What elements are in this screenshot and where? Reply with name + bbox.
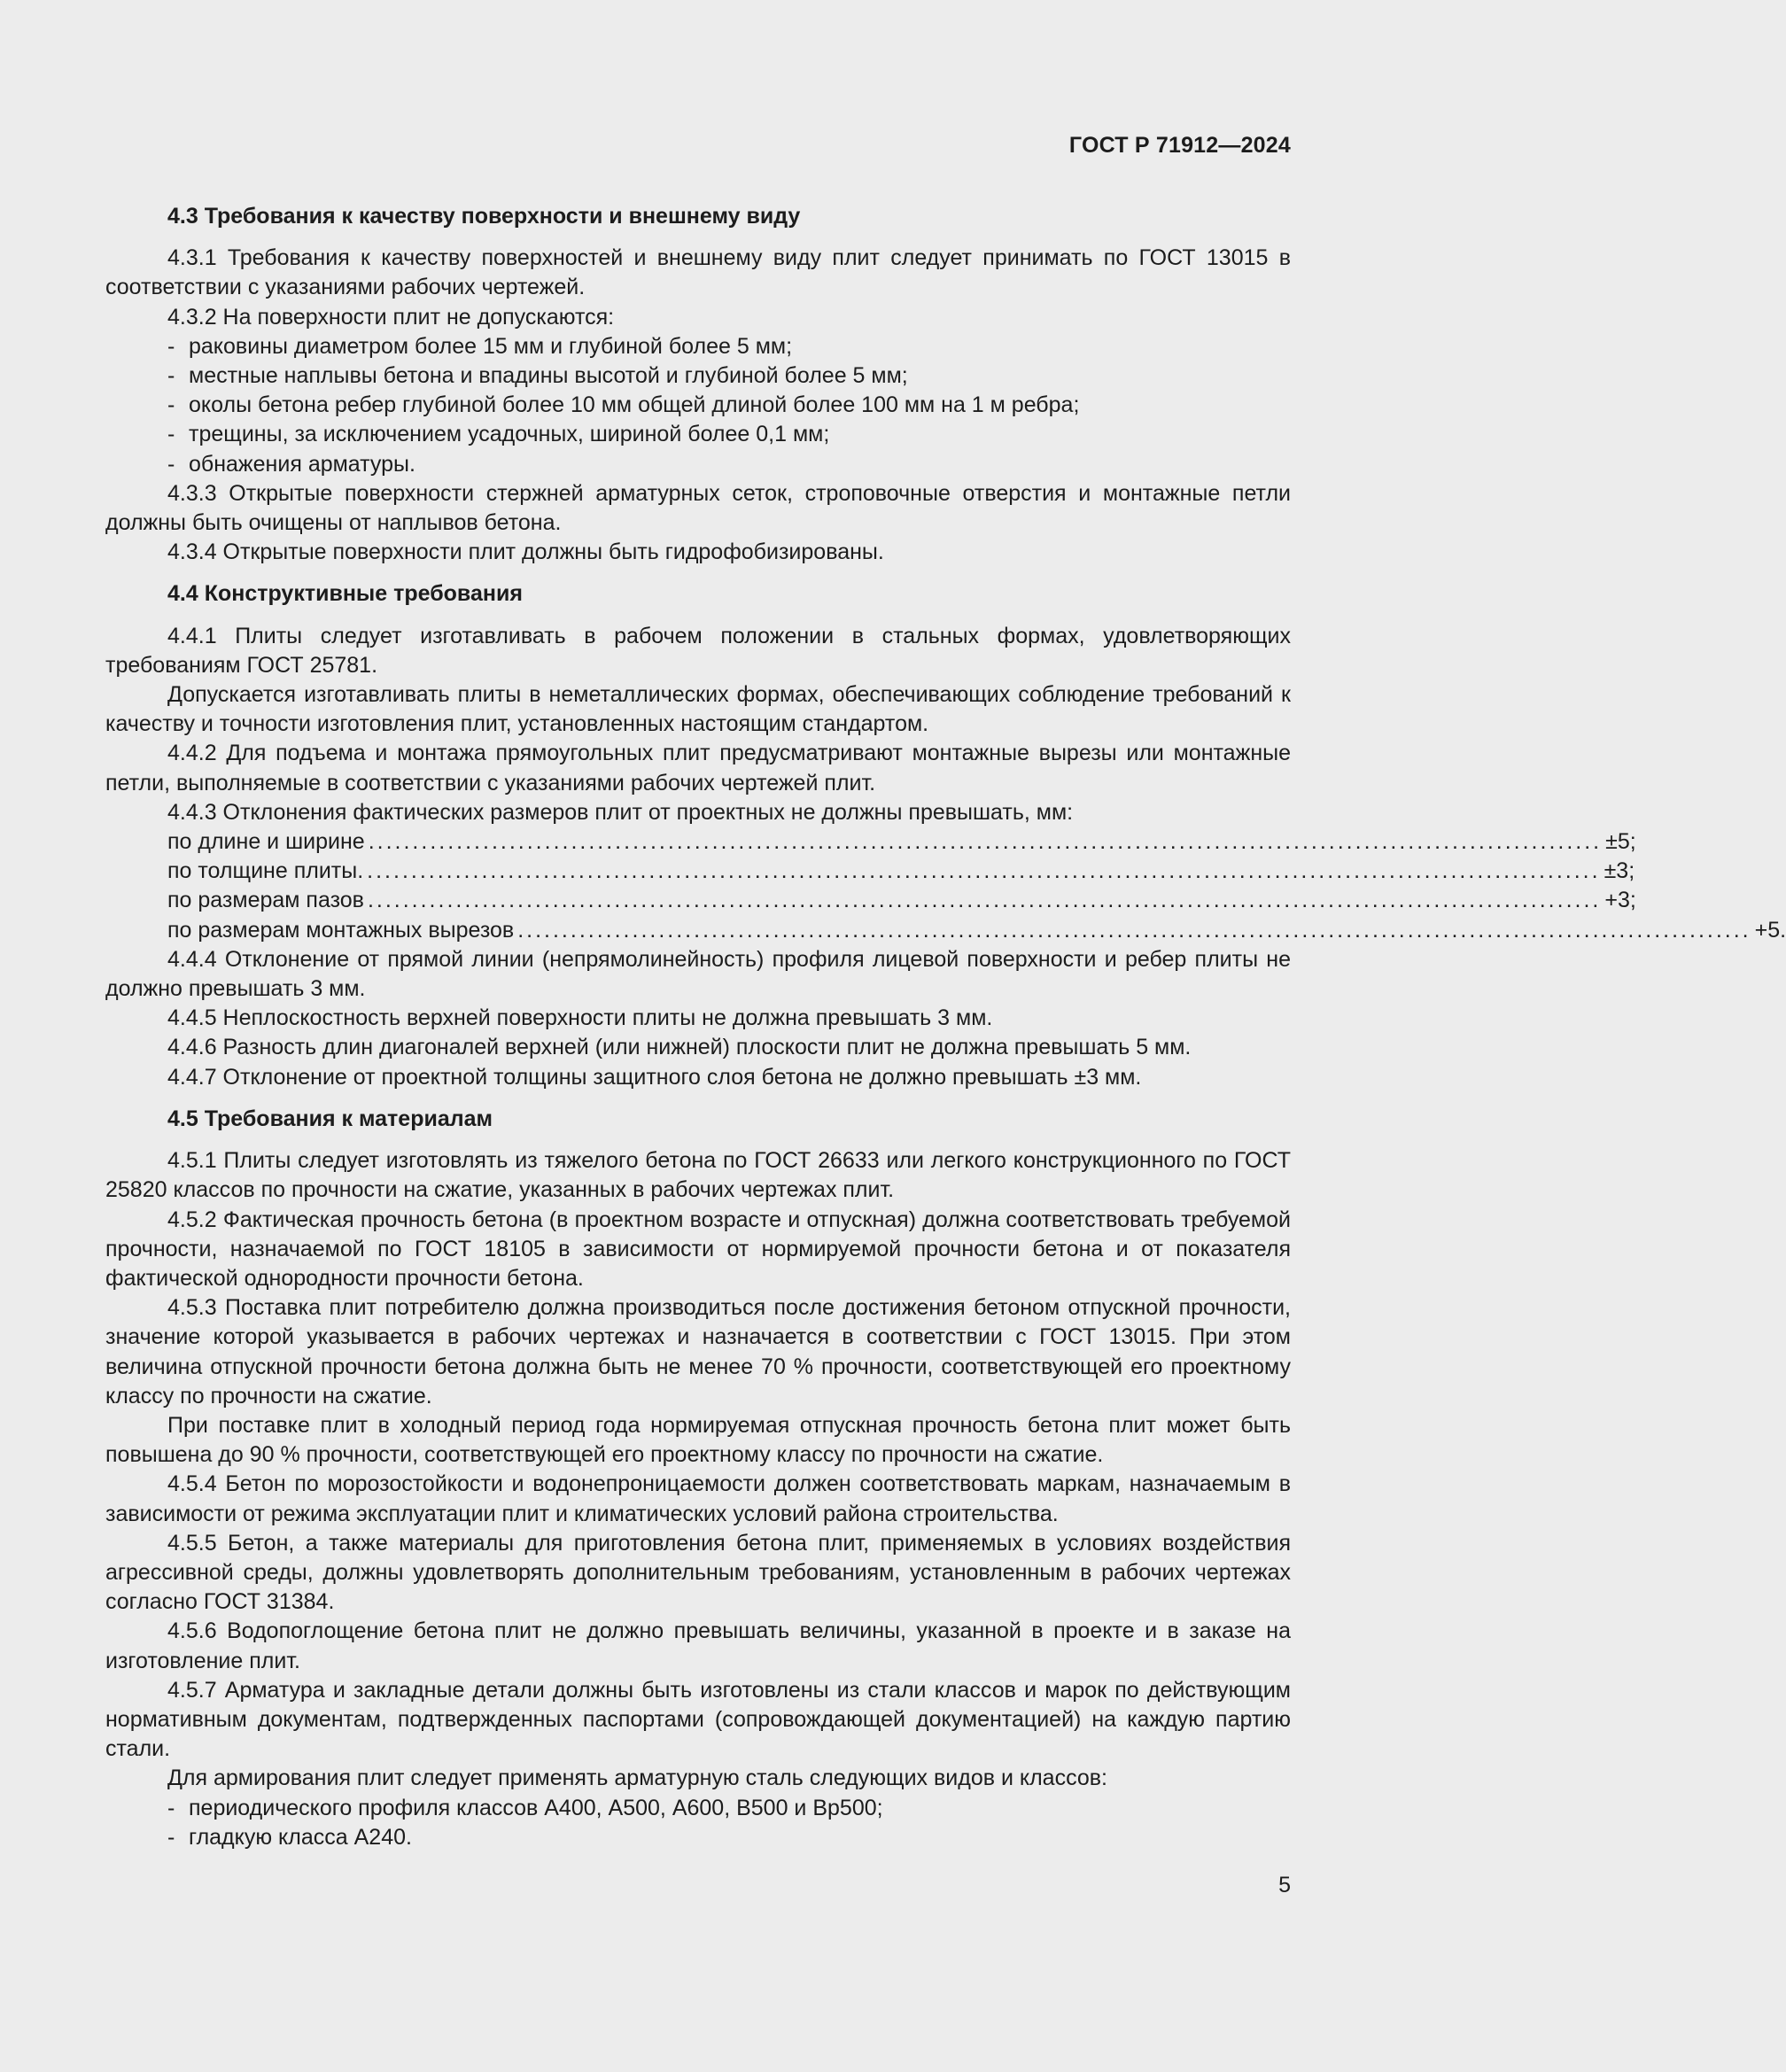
paragraph-4-5-7: 4.5.7 Арматура и закладные детали должны быть изготовлены из стали классов и марок по действующим нормативным документам, подтвержденных паспортами (сопровождающей документацией) на каждую партию стали. (105, 1677, 1291, 1762)
paragraph-4-3-2: 4.3.2 На поверхности плит не допускаются: (167, 304, 615, 330)
list-item-text: околы бетона ребер глубиной более 10 мм общей длиной более 100 мм на 1 м ребра; (189, 392, 1080, 418)
paragraph-4-5-4: 4.5.4 Бетон по морозостойкости и водонепроницаемости должен соответствовать маркам, назначаемым в зависимости от режима эксплуатации плит и климатических условий района строительства. (105, 1471, 1291, 1526)
paragraph-4-4-1: 4.4.1 Плиты следует изготавливать в рабочем положении в стальных формах, удовлетворяющих требованиям ГОСТ 25781. (105, 623, 1291, 678)
paragraph-4-4-4: 4.4.4 Отклонение от прямой линии (непрямолинейность) профиля лицевой поверхности и ребер плиты не должно превышать 3 мм. (105, 946, 1291, 1002)
page-number: 5 (1278, 1873, 1291, 1897)
tolerance-value: +3; (1604, 888, 1636, 913)
paragraph-4-4-6: 4.4.6 Разность длин диагоналей верхней (или нижней) плоскости плит не должна превышать 5 мм. (167, 1035, 1192, 1060)
paragraph-4-5-7-note: Для армирования плит следует применять арматурную сталь следующих видов и классов: (167, 1765, 1107, 1791)
tolerance-row (167, 916, 1786, 945)
section-heading-4-4: 4.4 Конструктивные требования (167, 581, 523, 607)
tolerance-row (167, 857, 1635, 886)
list-item: - раковины диаметром более 15 мм и глубиной более 5 мм; (105, 332, 1291, 361)
tolerance-label: по толщине плиты. (167, 858, 364, 884)
paragraph-4-5-1: 4.5.1 Плиты следует изготовлять из тяжелого бетона по ГОСТ 26633 или легкого конструкционного по ГОСТ 25820 классов по прочности на сжатие, указанных в рабочих чертежах плит. (105, 1148, 1291, 1203)
list-item: - трещины, за исключением усадочных, шириной более 0,1 мм; (105, 420, 1291, 449)
paragraph-4-3-1: 4.3.1 Требования к качеству поверхностей и внешнему виду плит следует принимать по ГОСТ 13015 в соответствии с указаниями рабочих чертежей. (105, 245, 1291, 300)
leader-dots: ............................................................................................................................................ (368, 829, 1603, 855)
paragraph-4-4-2: 4.4.2 Для подъема и монтажа прямоугольных плит предусматривают монтажные вырезы или монтажные петли, выполняемые в соответствии с указаниями рабочих чертежей плит. (105, 741, 1291, 795)
tolerance-label: по размерам монтажных вырезов (167, 917, 515, 943)
list-item: - околы бетона ребер глубиной более 10 мм общей длиной более 100 мм на 1 м ребра; (105, 391, 1291, 420)
paragraph-4-5-3: 4.5.3 Поставка плит потребителю должна производиться после достижения бетоном отпускной прочности, значение которой указывается в рабочих чертежах и назначается в соответствии с ГОСТ 13015. При этом величина отпускной прочности бетона должна быть не менее 70 % прочности, соответствующей его проектному классу по прочности на сжатие. (105, 1295, 1291, 1408)
paragraph-4-5-2: 4.5.2 Фактическая прочность бетона (в проектном возрасте и отпускная) должна соответствовать требуемой прочности, назначаемой по ГОСТ 18105 в зависимости от нормируемой прочности бетона и от показателя фактической однородности прочности бетона. (105, 1207, 1291, 1291)
tolerance-row (167, 827, 1636, 857)
list-item: - обнажения арматуры. (105, 450, 1291, 479)
tolerance-label: по длине и ширине (167, 829, 365, 855)
list-item: - местные наплывы бетона и впадины высотой и глубиной более 5 мм; (105, 361, 1291, 391)
paragraph-4-4-7: 4.4.7 Отклонение от проектной толщины защитного слоя бетона не должно превышать ±3 мм. (167, 1064, 1142, 1090)
list-item-text: периодического профиля классов А400, А500, А600, В500 и Вр500; (189, 1795, 883, 1820)
list-item-text: трещины, за исключением усадочных, шириной более 0,1 мм; (189, 422, 830, 447)
leader-dots: ............................................................................................................................................ (367, 888, 1602, 913)
list-item: - периодического профиля классов А400, А500, А600, В500 и Вр500; (105, 1794, 1291, 1823)
leader-dots: ............................................................................................................................................ (367, 858, 1601, 884)
document-id-header: ГОСТ Р 71912—2024 (1068, 133, 1291, 158)
list-item-text: местные наплывы бетона и впадины высотой и глубиной более 5 мм; (189, 363, 908, 389)
paragraph-4-5-3-note: При поставке плит в холодный период года нормируемая отпускная прочность бетона плит может быть повышена до 90 % прочности, соответствующей его проектному классу по прочности на сжатие. (105, 1412, 1291, 1468)
list-item-text: обнажения арматуры. (189, 451, 415, 477)
tolerance-row (167, 886, 1636, 915)
tolerance-value: ±5; (1605, 829, 1636, 855)
list-item-text: раковины диаметром более 15 мм и глубиной более 5 мм; (189, 333, 793, 359)
paragraph-4-4-3: 4.4.3 Отклонения фактических размеров плит от проектных не должны превышать, мм: (167, 799, 1074, 825)
tolerance-label: по размерам пазов (167, 888, 364, 913)
paragraph-4-4-1-note: Допускается изготавливать плиты в неметаллических формах, обеспечивающих соблюдение требований к качеству и точности изготовления плит, установленных настоящим стандартом. (105, 682, 1291, 737)
document-body (105, 202, 1786, 1852)
leader-dots: ............................................................................................................................................ (517, 917, 1751, 943)
paragraph-4-4-5: 4.4.5 Неплоскостность верхней поверхности плиты не должна превышать 3 мм. (167, 1005, 993, 1031)
section-heading-4-3: 4.3 Требования к качеству поверхности и внешнему виду (167, 204, 801, 229)
tolerance-value: ±3; (1604, 858, 1635, 884)
paragraph-4-5-5: 4.5.5 Бетон, а также материалы для приготовления бетона плит, применяемых в условиях воздействия агрессивной среды, должны удовлетворять дополнительным требованиям, установленным в рабочих чертежах согласно ГОСТ 31384. (105, 1530, 1291, 1615)
list-item-text: гладкую класса А240. (189, 1824, 412, 1850)
paragraph-4-3-3: 4.3.3 Открытые поверхности стержней арматурных сеток, строповочные отверстия и монтажные петли должны быть очищены от наплывов бетона. (105, 480, 1291, 536)
list-item: - гладкую класса А240. (105, 1823, 1291, 1852)
paragraph-4-3-4: 4.3.4 Открытые поверхности плит должны быть гидрофобизированы. (167, 539, 884, 565)
paragraph-4-5-6: 4.5.6 Водопоглощение бетона плит не должно превышать величины, указанной в проекте и в заказе на изготовление плит. (105, 1618, 1291, 1673)
tolerance-value: +5. (1754, 917, 1786, 943)
section-heading-4-5: 4.5 Требования к материалам (167, 1106, 493, 1131)
